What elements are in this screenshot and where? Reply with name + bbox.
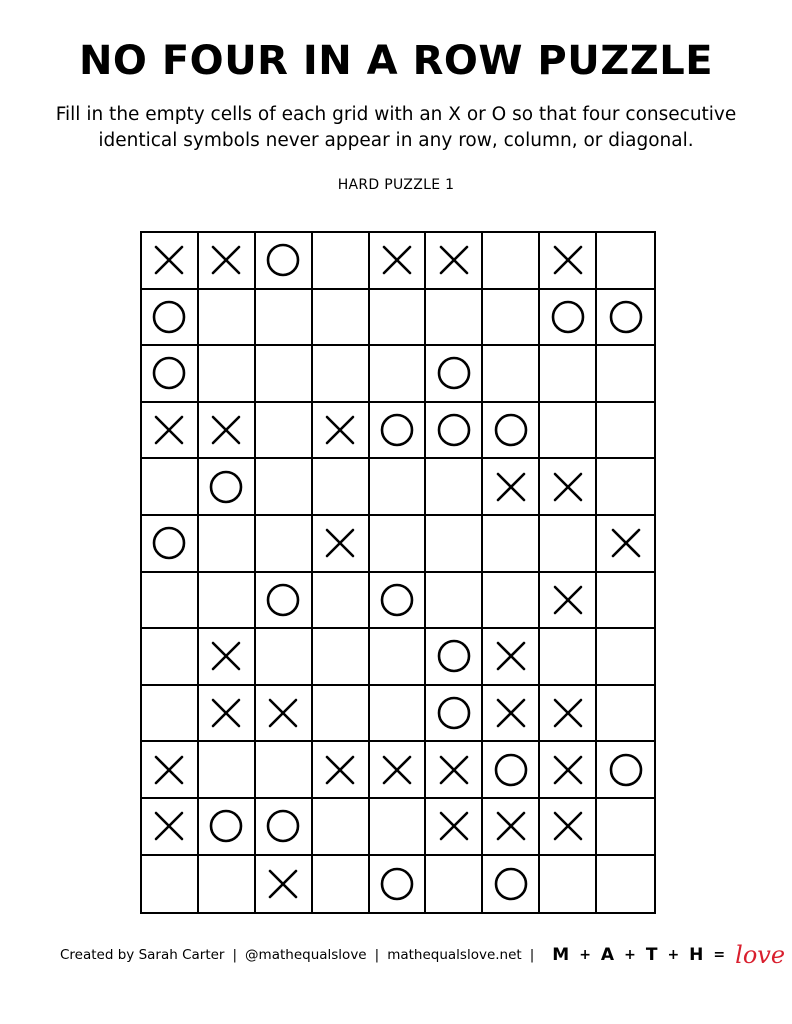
footer-separator: | [374, 947, 380, 963]
grid-cell [483, 799, 540, 856]
footer-website: mathequalslove.net [387, 947, 522, 963]
grid-cell [313, 290, 370, 347]
x-mark-icon [208, 638, 244, 674]
grid-cell [142, 799, 199, 856]
grid-cell [426, 686, 483, 743]
grid-cell [483, 233, 540, 290]
grid-cell [256, 290, 313, 347]
grid-cell [426, 629, 483, 686]
grid-cell [256, 742, 313, 799]
instructions-text: Fill in the empty cells of each grid with an X or O so that four consecutive identical symbols never appear in any row, column, or diagonal. [55, 104, 737, 151]
grid-cell [426, 459, 483, 516]
grid-cell [426, 290, 483, 347]
o-mark-icon [436, 355, 472, 391]
o-mark-icon [436, 412, 472, 448]
grid-cell [142, 290, 199, 347]
grid-cell [199, 233, 256, 290]
grid-cell [313, 516, 370, 573]
grid-cell [142, 516, 199, 573]
grid-cell [540, 233, 597, 290]
grid-cell [426, 573, 483, 630]
x-mark-icon [608, 525, 644, 561]
grid-cell [199, 459, 256, 516]
x-mark-icon [436, 242, 472, 278]
grid-cell [540, 346, 597, 403]
grid-cell [313, 573, 370, 630]
brand-letter-a: A [600, 945, 616, 965]
grid-cell [256, 686, 313, 743]
grid-cell [483, 686, 540, 743]
grid-cell [426, 856, 483, 913]
x-mark-icon [322, 525, 358, 561]
grid-cell [483, 629, 540, 686]
grid-cell [370, 290, 427, 347]
x-mark-icon [379, 752, 415, 788]
grid-cell [199, 346, 256, 403]
o-mark-icon [265, 582, 301, 618]
x-mark-icon [436, 808, 472, 844]
grid-cell [199, 516, 256, 573]
grid-cell [370, 856, 427, 913]
o-mark-icon [608, 299, 644, 335]
grid-cell [370, 346, 427, 403]
grid-cell [483, 346, 540, 403]
o-mark-icon [608, 752, 644, 788]
grid-cell [483, 573, 540, 630]
x-mark-icon [550, 582, 586, 618]
page-title: NO FOUR IN A ROW PUZZLE [78, 38, 714, 84]
grid-cell [483, 459, 540, 516]
x-mark-icon [208, 242, 244, 278]
grid-cell [256, 573, 313, 630]
grid-cell [256, 799, 313, 856]
o-mark-icon [436, 695, 472, 731]
grid-cell [370, 459, 427, 516]
grid-cell [142, 856, 199, 913]
brand-love: love [735, 941, 786, 969]
grid-cell [199, 686, 256, 743]
o-mark-icon [493, 752, 529, 788]
grid-cell [370, 686, 427, 743]
grid-cell [313, 629, 370, 686]
grid-cell [256, 403, 313, 460]
o-mark-icon [208, 469, 244, 505]
grid-cell [540, 403, 597, 460]
grid-cell [142, 742, 199, 799]
grid-cell [142, 459, 199, 516]
grid-cell [597, 290, 654, 347]
x-mark-icon [550, 469, 586, 505]
grid-cell [597, 233, 654, 290]
grid-cell [540, 290, 597, 347]
grid-cell [597, 742, 654, 799]
x-mark-icon [493, 808, 529, 844]
o-mark-icon [265, 242, 301, 278]
grid-cell [199, 742, 256, 799]
grid-cell [370, 742, 427, 799]
grid-cell [426, 516, 483, 573]
x-mark-icon [208, 695, 244, 731]
grid-cell [142, 403, 199, 460]
grid-cell [256, 856, 313, 913]
grid-cell [142, 573, 199, 630]
x-mark-icon [550, 242, 586, 278]
o-mark-icon [151, 355, 187, 391]
grid-cell [313, 686, 370, 743]
brand-equals: = [713, 947, 727, 963]
o-mark-icon [151, 299, 187, 335]
grid-cell [540, 629, 597, 686]
grid-cell [199, 403, 256, 460]
grid-cell [540, 516, 597, 573]
o-mark-icon [151, 525, 187, 561]
x-mark-icon [322, 752, 358, 788]
grid-cell [483, 403, 540, 460]
grid-cell [142, 346, 199, 403]
o-mark-icon [493, 412, 529, 448]
x-mark-icon [493, 638, 529, 674]
x-mark-icon [151, 752, 187, 788]
grid-cell [540, 856, 597, 913]
grid-cell [597, 403, 654, 460]
footer-handle: @mathequalslove [245, 947, 367, 963]
grid-cell [370, 573, 427, 630]
x-mark-icon [379, 242, 415, 278]
brand-logo [548, 941, 789, 969]
grid-cell [256, 629, 313, 686]
grid-cell [597, 459, 654, 516]
grid-cell [256, 516, 313, 573]
brand-plus: + [667, 947, 681, 963]
grid-cell [370, 799, 427, 856]
grid-cell [426, 742, 483, 799]
grid-cell [313, 459, 370, 516]
brand-plus: + [579, 947, 592, 963]
x-mark-icon [436, 752, 472, 788]
footer [60, 940, 786, 970]
x-mark-icon [550, 808, 586, 844]
x-mark-icon [550, 695, 586, 731]
grid-cell [370, 629, 427, 686]
grid-cell [597, 573, 654, 630]
x-mark-icon [322, 412, 358, 448]
o-mark-icon [379, 582, 415, 618]
grid-cell [597, 346, 654, 403]
puzzle-grid [140, 231, 656, 914]
x-mark-icon [493, 469, 529, 505]
grid-cell [313, 403, 370, 460]
puzzle-subtitle: HARD PUZZLE 1 [337, 177, 455, 193]
grid-cell [540, 686, 597, 743]
grid-cell [199, 856, 256, 913]
grid-cell [199, 290, 256, 347]
x-mark-icon [550, 752, 586, 788]
grid-cell [256, 346, 313, 403]
o-mark-icon [550, 299, 586, 335]
x-mark-icon [208, 412, 244, 448]
x-mark-icon [151, 412, 187, 448]
footer-separator: | [232, 947, 238, 963]
grid-cell [313, 233, 370, 290]
footer-separator: | [529, 947, 535, 963]
o-mark-icon [265, 808, 301, 844]
grid-cell [313, 799, 370, 856]
grid-cell [313, 742, 370, 799]
o-mark-icon [436, 638, 472, 674]
grid-cell [370, 403, 427, 460]
brand-letter-m: M [552, 945, 571, 965]
o-mark-icon [379, 412, 415, 448]
grid-cell [256, 233, 313, 290]
grid-cell [483, 290, 540, 347]
grid-cell [540, 799, 597, 856]
grid-cell [426, 799, 483, 856]
footer-credit: Created by Sarah Carter [60, 947, 225, 963]
grid-cell [597, 856, 654, 913]
grid-cell [142, 629, 199, 686]
grid-cell [597, 629, 654, 686]
x-mark-icon [265, 866, 301, 902]
grid-cell [142, 233, 199, 290]
grid-cell [199, 799, 256, 856]
grid-cell [483, 516, 540, 573]
grid-cell [483, 856, 540, 913]
grid-cell [142, 686, 199, 743]
x-mark-icon [151, 808, 187, 844]
grid-cell [426, 233, 483, 290]
grid-cell [540, 573, 597, 630]
grid-cell [597, 516, 654, 573]
x-mark-icon [151, 242, 187, 278]
grid-cell [370, 516, 427, 573]
brand-letter-t: T [645, 945, 659, 965]
x-mark-icon [265, 695, 301, 731]
grid-cell [426, 403, 483, 460]
o-mark-icon [379, 866, 415, 902]
grid-cell [426, 346, 483, 403]
grid-cell [370, 233, 427, 290]
brand-plus: + [624, 947, 637, 963]
x-mark-icon [493, 695, 529, 731]
grid-cell [199, 629, 256, 686]
o-mark-icon [208, 808, 244, 844]
grid-cell [483, 742, 540, 799]
brand-letter-h: H [689, 945, 705, 965]
grid-cell [313, 856, 370, 913]
grid-cell [256, 459, 313, 516]
grid-cell [313, 346, 370, 403]
grid-cell [597, 799, 654, 856]
grid-cell [540, 742, 597, 799]
grid-cell [540, 459, 597, 516]
grid-cell [597, 686, 654, 743]
o-mark-icon [493, 866, 529, 902]
grid-cell [199, 573, 256, 630]
